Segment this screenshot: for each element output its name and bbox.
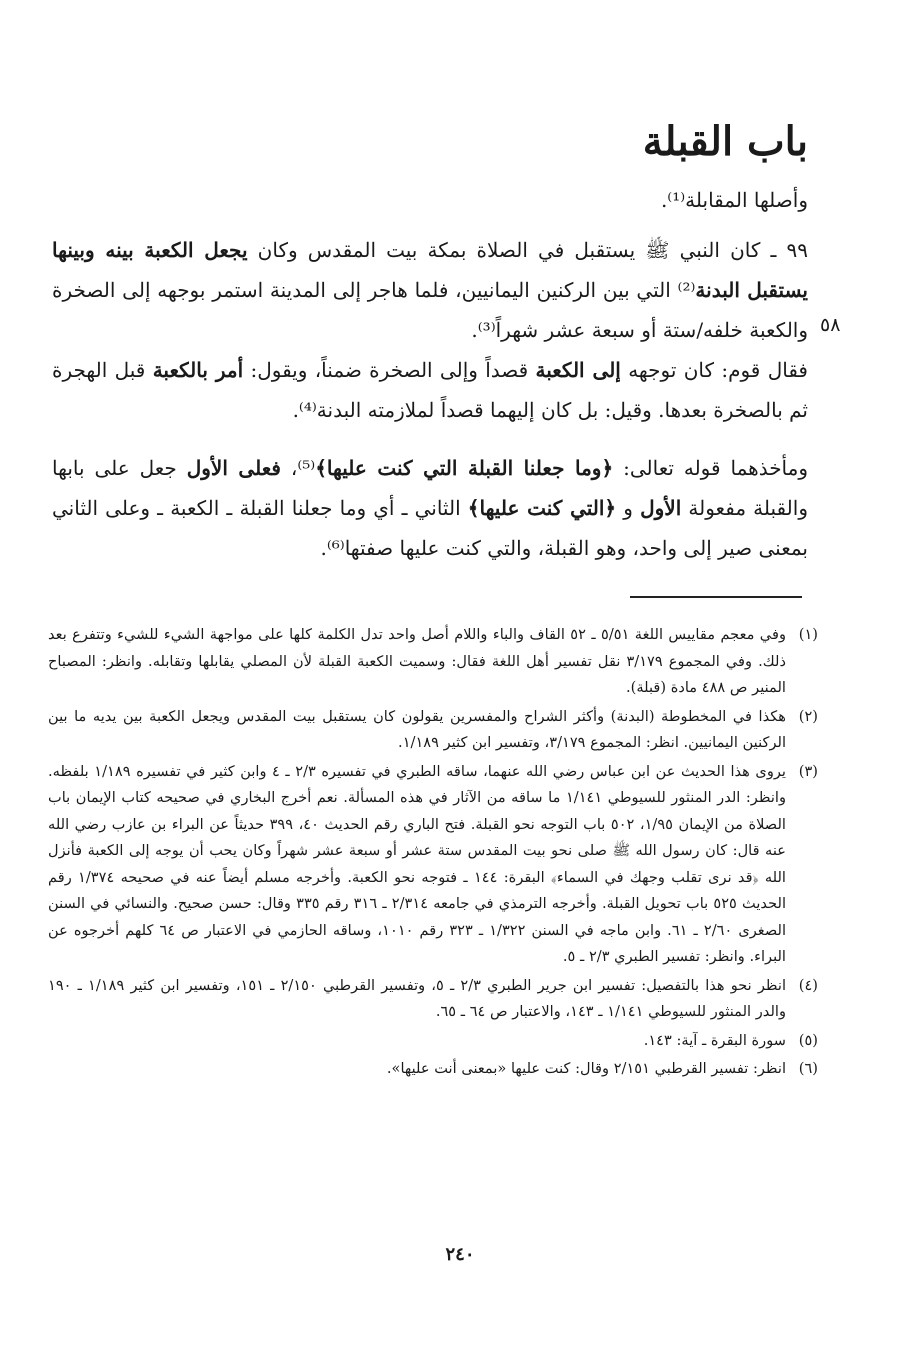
paragraph-akhdh-b2: فعلى الأول: [186, 456, 281, 480]
paragraph-qawm-b1: إلى الكعبة: [535, 358, 621, 382]
footnotes: [48, 622, 818, 1085]
footnote-5: [48, 1028, 818, 1055]
paragraph-akhdh-t5: الثاني ـ أي وما جعلنا القبلة ـ الكعبة ـ وعلى الثاني بمعنى صير إلى واحد، وهو القبلة، والتي كنت عليها صفتها⁽⁶⁾.: [52, 496, 808, 560]
footnote-number: (٥): [798, 1031, 818, 1049]
footnote-number: (٤): [798, 976, 818, 994]
paragraph-99: [52, 230, 808, 350]
footnote-number: (١): [798, 626, 818, 643]
footnote-text: يروى هذا الحديث عن ابن عباس رضي الله عنهما، ساقه الطبري في تفسيره ٢/٣ ـ ٤ وابن كثير في تفسيره ١/١٨٩ بلفظه. وانظر: الدر المنثور للسيوطي ١/١٤١ ما ساقه من الآثار في هذه المسألة. نعم أخرج البخاري في صحيحه كتاب الإيمان باب الصلاة من الإيمان ١/٩٥، ٥٠٢ باب التوجه نحو القبلة. فتح الباري رقم الحديث ٤٠، ٣٩٩ حديثاً عن البراء بن عازب رضي الله عنه قال: كان رسول الله ﷺ صلى نحو بيت المقدس ستة عشر أو سبعة عشر شهراً وكان يحب أن يوجه إلى الكعبة فأنزل الله ﴿قد نرى تقلب وجهك في السماء﴾ البقرة: ١٤٤ ـ فتوجه نحو الكعبة. وأخرجه مسلم أيضاً عنه في صحيحه ١/٣٧٤ رقم الحديث ٥٢٥ باب تحويل القبلة. وأخرجه الترمذي في جامعه ٢/٣١٤ ـ ٣١٦ رقم ٣٣٥ وقال: حسن صحيح. والنسائي في السنن الصغرى ٢/٦٠ ـ ٦١. وابن ماجه في السنن ١/٣٢٢ ـ ٣٢٣ رقم ١٠١٠، وساقه الحازمي في الاعتبار ص ٦٤ كلهم أخرجوه عن البراء. وانظر: تفسير الطبري ٢/٣ ـ ٥.: [48, 762, 787, 965]
footnote-3: [48, 759, 818, 971]
footnote-2: [48, 704, 818, 757]
footnote-number: (٢): [798, 707, 818, 725]
paragraph-akhdh-t3: جعل على بابها والقبلة مفعولة: [52, 456, 808, 520]
paragraph-99-rest: ⁽²⁾ التي بين الركنين اليمانيين، فلما هاجر إلى المدينة استمر بوجهه إلى الصخرة والكعبة خلفه/ستة أو سبعة عشر شهراً⁽³⁾.: [52, 278, 808, 342]
footnote-text: وفي معجم مقاييس اللغة ٥/٥١ ـ ٥٢ القاف والباء واللام أصل واحد تدل الكلمة كلها على مواجهة الشيء للشيء وتتفرع بعد ذلك. وفي المجموع ٣/١٧٩ نقل تفسير أهل اللغة فقال: وسميت الكعبة القبلة لأن المصلي يقابلها وتقابله. وانظر: المصباح المنير ص ٤٨٨ مادة (قبلة).: [48, 626, 786, 696]
footnote-text: انظر نحو هذا بالتفصيل: تفسير ابن جرير الطبري ٢/٣ ـ ٥، وتفسير القرطبي ٢/١٥٠ ـ ١٥١، وتفسير ابن كثير ١/١٨٩ ـ ١٩٠ والدر المنثور للسيوطي ١/١٤١ ـ ١٤٣، والاعتبار ص ٦٤ ـ ٦٥.: [48, 976, 787, 1020]
intro-line: وأصلها المقابلة⁽¹⁾.: [660, 188, 808, 212]
paragraph-akhdh: [52, 448, 808, 568]
page-number: ٢٤٠: [445, 1244, 475, 1265]
paragraph-qawm: [52, 350, 808, 430]
margin-page-reference: ٥٨: [820, 314, 841, 336]
footnote-text: سورة البقرة ـ آية: ١٤٣.: [643, 1031, 786, 1049]
paragraph-qawm-t3: قبل الهجرة ثم بالصخرة بعدها. وقيل: بل كان إليهما قصداً لملازمته البدنة⁽⁴⁾.: [52, 358, 808, 422]
paragraph-99-bold: يجعل الكعبة بينه وبينها يستقبل البدنة: [52, 238, 808, 302]
footnote-separator: [630, 596, 802, 598]
paragraph-qawm-t1: فقال قوم: كان توجهه: [620, 358, 808, 382]
footnote-1: [48, 622, 818, 702]
paragraph-akhdh-t2: ⁽⁵⁾،: [280, 456, 316, 480]
chapter-title: باب القبلة: [642, 118, 808, 165]
paragraph-qawm-b2: أمر بالكعبة: [152, 358, 244, 382]
paragraph-akhdh-t4: و: [616, 496, 641, 520]
paragraph-akhdh-t1: وم‍أخذهما قوله تعالى:: [613, 456, 809, 480]
footnote-text: هكذا في المخطوطة (البدنة) وأكثر الشراح والمفسرين يقولون كان يستقبل بيت المقدس ويجعل الكعبة بين يديه ما بين الركنين اليمانيين. انظر: المجموع ٣/١٧٩، وتفسير ابن كثير ١/١٨٩.: [48, 707, 786, 751]
footnote-number: (٣): [798, 762, 818, 780]
paragraph-99-lead: ٩٩ ـ كان النبي ﷺ يستقبل في الصلاة بمكة بيت المقدس وكان: [247, 238, 808, 262]
quran-quote-2: ﴿التي كنت عليها﴾: [467, 496, 617, 520]
footnote-text: انظر: تفسير القرطبي ٢/١٥١ وقال: كنت عليها «بمعنى أنت عليها».: [386, 1060, 786, 1077]
paragraph-akhdh-b3: الأول: [640, 496, 682, 520]
footnote-number: (٦): [798, 1060, 818, 1077]
paragraph-qawm-t2: قصداً وإلى الصخرة ضمناً، ويقول:: [243, 358, 536, 382]
quran-quote-1: ﴿وما جعلنا القبلة التي كنت عليها﴾: [315, 456, 614, 480]
footnote-4: [48, 973, 818, 1026]
footnote-6: [48, 1056, 818, 1083]
